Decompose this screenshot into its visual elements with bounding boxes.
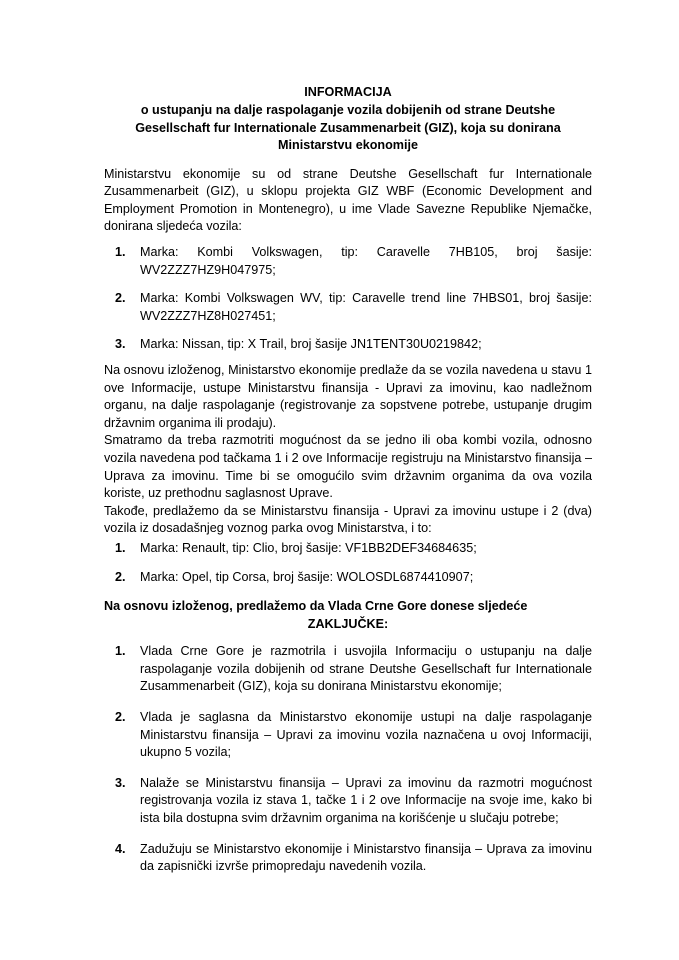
list-item: Marka: Nissan, tip: X Trail, broj šasije JN1TENT30U0219842; [140,337,482,352]
donated-vehicles-list [104,244,592,354]
list-item: Marka: Opel, tip Corsa, broj šasije: WOLOSDL6874410907; [140,569,474,584]
document-content [104,84,592,876]
conclusions-heading-line-2: ZAKLJUČKE: [307,616,389,631]
list-item: Vlada je saglasna da Ministarstvo ekonomije ustupi na dalje raspolaganje Ministarstvu finansija – Upravi za imovinu vozila naznačena u ovoj Informaciji, ukupno 5 vozila; [140,710,592,760]
document-title-block [104,84,592,155]
conclusions-heading [104,598,592,633]
document-subtitle: o ustupanju na dalje raspolaganje vozila dobijenih od strane Deutshe Gesellschaft fur Internationale Zusammenarbeit (GIZ), koja su donirana Ministarstvu ekonomije [135,103,561,153]
list-item: Marka: Kombi Volkswagen WV, tip: Caravelle trend line 7HBS01, broj šasije: WV2ZZZ7HZ8H027451; [140,291,592,323]
intro-paragraph: Ministarstvu ekonomije su od strane Deutshe Gesellschaft fur Internationale Zusammenarbeit (GIZ), u sklopu projekta GIZ WBF (Economic Development and Employment Promotion in Montenegro), u ime Vlade Savezne Republike Njemačke, donirana sljedeća vozila: [104,166,592,234]
list-item: Zadužuju se Ministarstvo ekonomije i Ministarstvo finansija – Uprava za imovinu da zapisnički izvrše primopredaju navedenih vozila. [140,841,592,874]
list-item: Vlada Crne Gore je razmotrila i usvojila Informaciju o ustupanju na dalje raspolaganje vozila dobijenih od strane Deutshe Gesellschaft fur Internationale Zusammenarbeit (GIZ), koja su donirana Ministarstvu ekonomije; [140,644,592,694]
list-item: Marka: Kombi Volkswagen, tip: Caravelle 7HB105, broj šasije: WV2ZZZ7HZ9H047975; [140,245,592,277]
proposal-paragraph-2: Smatramo da treba razmotriti mogućnost da se jedno ili oba kombi vozila, odnosno vozila navedena pod tačkama 1 i 2 ove Informacije registruju na Ministarstvo finansija – Uprava za imovinu. Time bi se omogućilo svim državnim organima da ova vozila koriste, uz prethodnu saglasnost Uprave. [104,433,592,501]
conclusions-heading-line-1: Na osnovu izloženog, predlažemo da Vlada Crne Gore donese sljedeće [104,599,528,614]
proposal-paragraph-1: Na osnovu izloženog, Ministarstvo ekonomije predlaže da se vozila navedena u stavu 1 ove Informacije, ustupe Ministarstvu finansija - Upravi za imovinu, kao nadležnom organu, na dalje raspolaganje (registrovanje za sopstvene potrebe, ustupanje drugim državnim organima ili prodaju). [104,362,592,430]
conclusions-list [104,643,592,876]
document-heading: INFORMACIJA [304,85,392,99]
additional-vehicles-list [104,540,592,586]
list-item: Marka: Renault, tip: Clio, broj šasije: VF1BB2DEF34684635; [140,540,477,555]
list-item: Nalaže se Ministarstvu finansija – Upravi za imovinu da razmotri mogućnost registrovanja vozila iz stava 1, tačke 1 i 2 ove Informacije na svoje ime, kako bi ista bila dostupna svim državnim organima na korišćenje u slučaju potrebe; [140,775,592,826]
proposal-paragraph-3: Takođe, predlažemo da se Ministarstvu finansija - Upravi za imovinu ustupe i 2 (dva) vozila iz dosadašnjeg voznog parka ovog Ministarstva, i to: [104,503,592,536]
